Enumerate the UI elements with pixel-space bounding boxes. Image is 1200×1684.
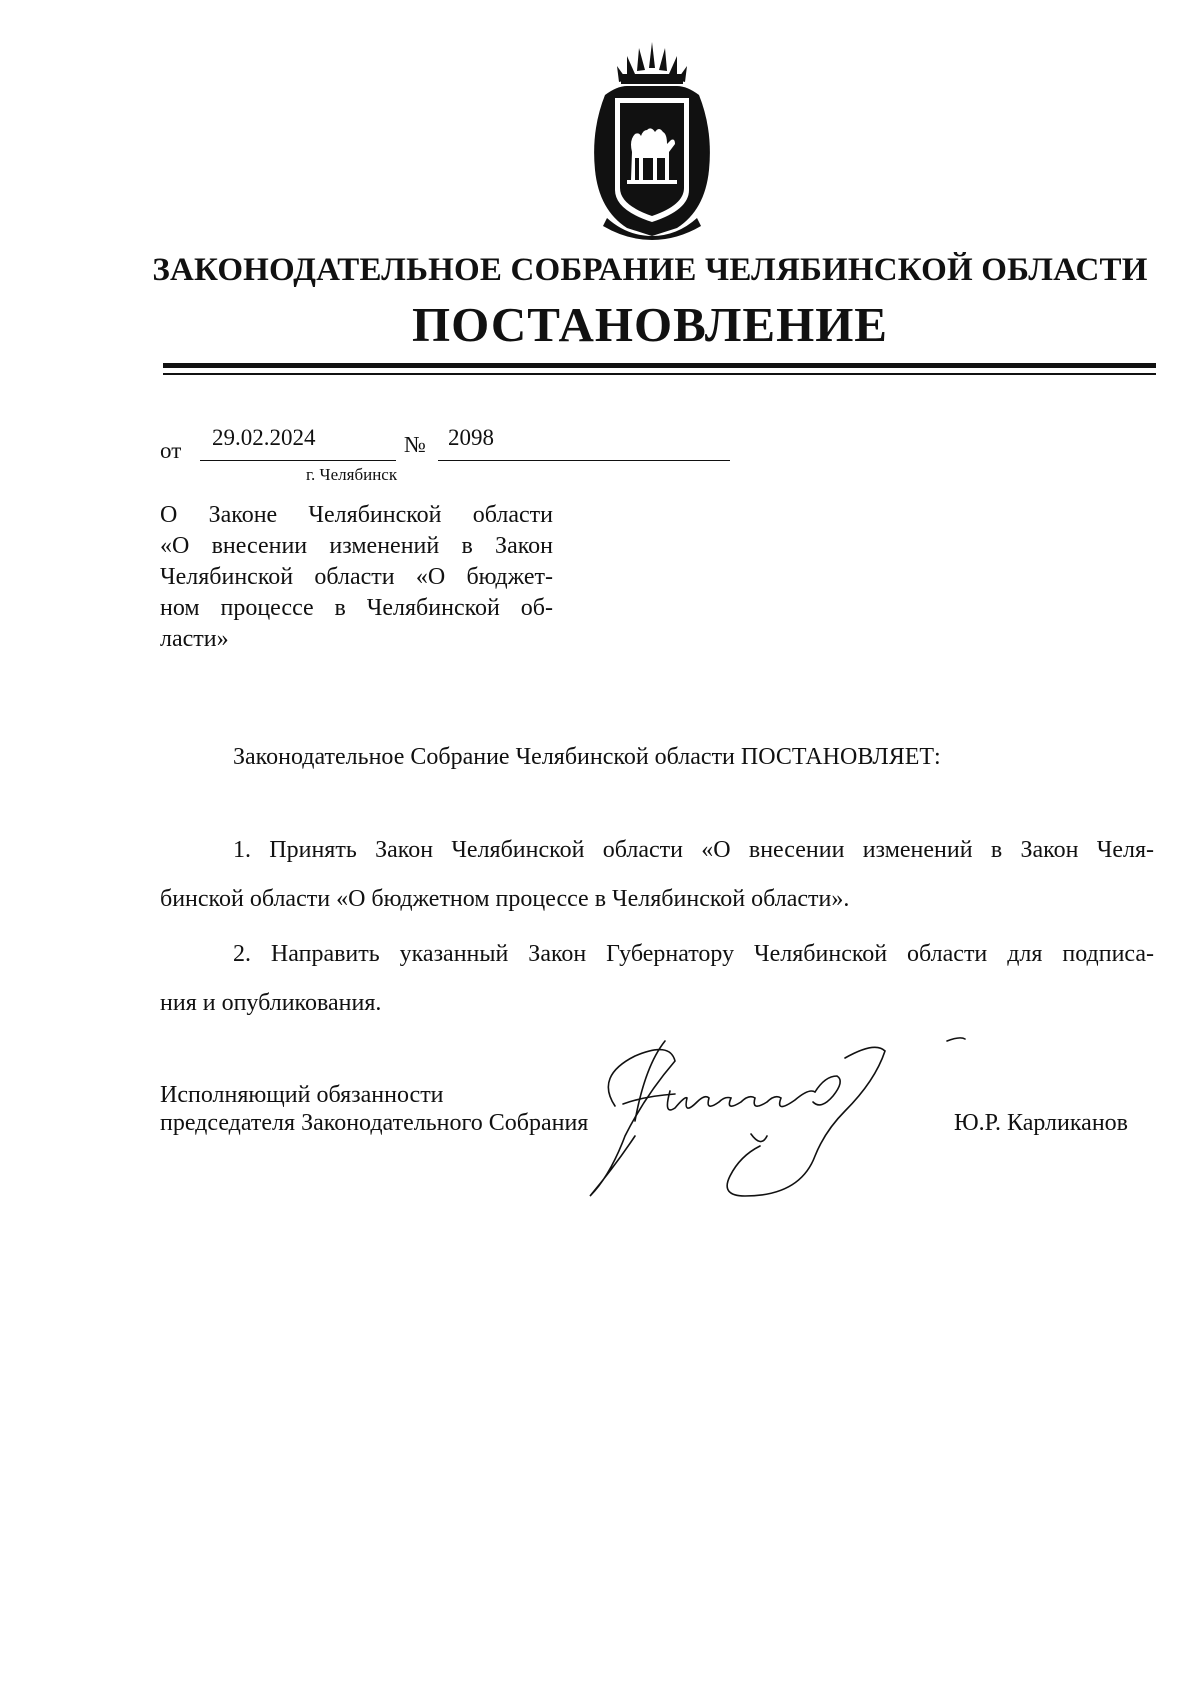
number-underline <box>438 460 730 461</box>
document-date: 29.02.2024 <box>212 425 316 450</box>
subject-line: ном процессе в Челябинской об- <box>160 595 553 621</box>
subject-line: О Законе Челябинской области <box>160 502 553 528</box>
item-line: 1. Принять Закон Челябинской области «О внесении изменений в Закон Челя- <box>233 837 1154 863</box>
organization-name: ЗАКОНОДАТЕЛЬНОЕ СОБРАНИЕ ЧЕЛЯБИНСКОЙ ОБЛАСТИ <box>152 252 1148 288</box>
subject-line: ласти» <box>160 626 229 652</box>
signer-name: Ю.Р. Карликанов <box>954 1110 1128 1136</box>
item-line: ния и опубликования. <box>160 990 382 1016</box>
signer-title <box>160 1081 588 1137</box>
item-line: 2. Направить указанный Закон Губернатору Челябинской области для подписа- <box>233 941 1154 967</box>
subject-line: «О внесении изменений в Закон <box>160 533 553 559</box>
date-label: от <box>160 438 182 463</box>
city-label: г. Челябинск <box>306 465 398 484</box>
number-label: № <box>404 432 426 457</box>
preamble: Законодательное Собрание Челябинской области ПОСТАНОВЛЯЕТ: <box>233 744 941 770</box>
signer-title-line: председателя Законодательного Собрания <box>160 1110 589 1136</box>
header-rule-thick <box>163 363 1156 368</box>
document-number: 2098 <box>448 425 494 450</box>
signer-title-line: Исполняющий обязанности <box>160 1082 444 1108</box>
document-subject <box>160 500 553 655</box>
decree-item-2 <box>160 930 1154 1028</box>
chelyabinsk-coat-of-arms-icon <box>577 40 727 240</box>
decree-item-1 <box>160 826 1154 924</box>
header-rule-thin <box>163 373 1156 375</box>
subject-line: Челябинской области «О бюджет- <box>160 564 553 590</box>
item-line: бинской области «О бюджетном процессе в Челябинской области». <box>160 886 850 912</box>
document-type: ПОСТАНОВЛЕНИЕ <box>412 297 888 352</box>
date-underline <box>200 460 396 461</box>
